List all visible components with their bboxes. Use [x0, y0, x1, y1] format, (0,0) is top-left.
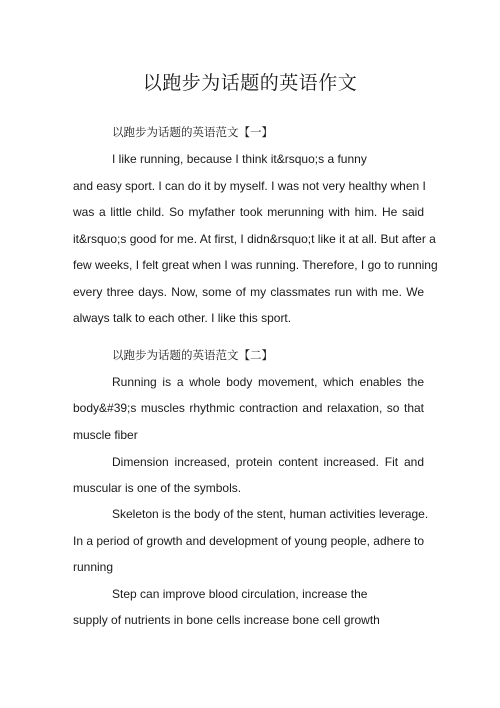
section-2-line: Step can improve blood circulation, increase the: [112, 587, 368, 601]
section-2-line: Running is a whole body movement, which enables the: [112, 375, 424, 389]
section-1-line: few weeks, I felt great when I was running. Therefore, I go to running: [73, 258, 438, 272]
section-2-heading: 以跑步为话题的英语范文【二】: [112, 348, 273, 362]
section-2-line: muscle fiber: [73, 428, 138, 442]
document-title: 以跑步为话题的英语作文: [142, 72, 358, 94]
section-1-line: always talk to each other. I like this sport.: [73, 311, 292, 325]
section-2-line: Dimension increased, protein content increased. Fit and: [112, 455, 424, 469]
section-2-line: muscular is one of the symbols.: [73, 481, 242, 495]
section-2-line: body&#39;s muscles rhythmic contraction and relaxation, so that: [73, 401, 424, 415]
section-1-line: I like running, because I think it&rsquo;s a funny: [112, 152, 367, 166]
section-1-line: was a little child. So myfather took merunning with him. He said: [73, 205, 424, 219]
section-2-line: supply of nutrients in bone cells increase bone cell growth: [73, 613, 380, 627]
section-2-line: Skeleton is the body of the stent, human activities leverage.: [112, 507, 429, 521]
section-2-line: running: [73, 560, 114, 574]
section-1-line: it&rsquo;s good for me. At first, I didn&rsquo;t like it at all. But after a: [73, 232, 436, 246]
section-1-line: every three days. Now, some of my classmates run with me. We: [73, 285, 424, 299]
section-2-line: In a period of growth and development of young people, adhere to: [73, 534, 424, 548]
section-1-line: and easy sport. I can do it by myself. I was not very healthy when I: [73, 179, 426, 193]
section-1-heading: 以跑步为话题的英语范文【一】: [112, 125, 273, 139]
